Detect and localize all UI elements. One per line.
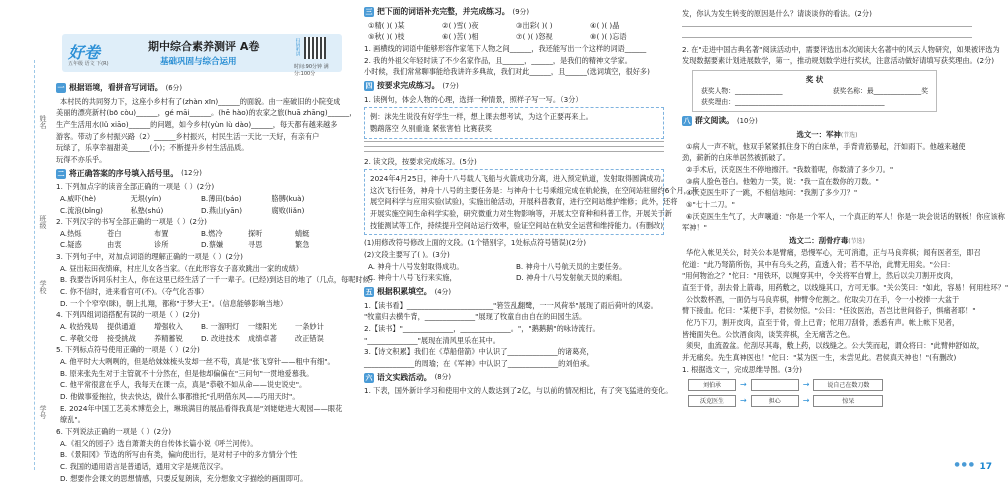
cert-row: 获奖人物：______________ 获奖名称：最______________奖 (701, 87, 928, 96)
q2-options: A.热烁 苍白 布置 B.燃冷 探听 蜻蜓 (60, 228, 310, 238)
answer-line (364, 151, 664, 152)
arrow-right-icon: → (740, 380, 747, 390)
sub-options: C. 神舟十八号飞行来实施， D. 神舟十八号发射航天员的乘组。 (368, 273, 627, 283)
passage-line: 这次飞行任务，神舟十八号的主要任务是：与神舟十七号乘组完成在轨轮换，在空间站驻留约6个月，开 (370, 185, 699, 195)
mindmap-box: 惊呆 (813, 395, 883, 407)
sub-options: A. 神舟十八号发射取得成功。 B. 神舟十八号航天员的主要任务。 (368, 261, 627, 271)
arrow-right-icon: → (802, 380, 810, 390)
p2-line: 直至于骨，刮去骨上箭毒，用药敷之，以线缝其口，方可无事。"关公笑曰："如此，容易！何用柱环？" (682, 282, 1008, 292)
story2-title: 选文二：刮骨疗毒(节选) (789, 235, 865, 245)
p2-line: 臂下接血。佗曰："某便下手，君侯勿惊。"公曰："任汝医治，吾岂比世间俗子，惧痛者耶！" (682, 306, 976, 316)
q1-options: A.威吓(hè) 无垠(yín) B.薄田(báo) 胳膊(kuà) (60, 193, 305, 203)
q3-option: B. 我要告诉同乐村主人，你在这里已经生活了一千一辈子。(已经)到达目的地了（几点，每呢时候） (60, 275, 377, 285)
exam-title: 期中综合素养测评 A卷 (148, 40, 260, 53)
p2-line: 佗道："此乃弩箭所伤，其中有乌头之药，直透入骨；若不早治，此臂无用矣。"公曰： (682, 259, 955, 269)
margin-class: 班级 (39, 215, 47, 229)
p1-line: ②手术后，沃克医生不停地擦汗。"我数着呢，你数清了多少刀。" (686, 165, 894, 175)
q6-option: B.《景阳冈》节选的所写由有类，偏向使出行，是对村子中的多方情分个性 (60, 450, 298, 460)
arrow-right-icon: → (740, 396, 747, 406)
answer-line (364, 141, 664, 142)
s5-item: "______________"展现在清风里乐在其中。 (364, 335, 500, 345)
mindmap-box: 说自己在数刀数 (813, 379, 883, 391)
section-8: 八 群文阅读。 (10分) (683, 116, 758, 126)
s1-line: 生产生活用水(lǔ xiāo)______的问题，如今乡村(yùn lù dào)______，每天都有越来越多 (56, 119, 338, 129)
p2-line: 公饮数杯酒，一面仍与马良弈棋，伸臂令佗割之。佗取尖刀在手，令一小校捧一大盆于 (686, 294, 960, 304)
answer-line (682, 37, 972, 38)
q1-stem: 1. 下列加点字的读音全部正确的一项是（ ）(2分) (56, 182, 215, 192)
s5-item: ______________的周瑜；在《军神》中认识了______________的刘伯承。 (364, 358, 595, 368)
sub-question: (1)用修改符号修改上面的文段。(1个错别字，1处标点符号错误)(2分) (364, 238, 586, 248)
p2-line: 佗乃下刀，割开皮肉，直至于骨，骨上已青；佗用刀刮骨，悉悉有声。帐上帐下见者， (686, 317, 960, 327)
s5-item: "牧童归去横牛背，______________"展现了牧童自由自在的田园生活。 (364, 312, 587, 322)
left-page (0, 0, 377, 483)
passage-line: 技能测试等工作，持续提升空间站运行效率，验证空间站在轨安全运营和维持能力。(有删改) (370, 220, 664, 230)
s4-item: 1. 读例句，体会人物的心理，选择一种情景，照样子写一写。（3分） (364, 94, 583, 104)
arrow-right-icon: → (802, 396, 810, 406)
mindmap-box: 担心 (751, 395, 799, 407)
p1-line: ④沃克医生吓了一跳，不相信地问："我割了多少刀？" (686, 188, 858, 198)
mindmap-row (688, 395, 972, 407)
s4-example-box (364, 107, 664, 138)
p1-line: ⑤"七十二刀。" (686, 200, 735, 209)
p1-line: 劲，薪新的白床单居然被抓破了。 (682, 153, 790, 163)
s1-line: 美丽的漂亮新村(bō còu)______，gé māi______。(hē hào)的农家之旅(huā zhāng)______， (56, 108, 357, 118)
s5-item: 1.【读书看】________________________"箬笠乱翻鹭，一一风荷举"展现了雨后荷叶的风姿。 (364, 300, 658, 310)
s5-item: 2.【读书】"______________，______________。"，"鹅鹅鹅"的咏诗流行。 (364, 324, 600, 333)
q3-stem: 3. 下列句子中，对加点词语的理解正确的一项是（ ）(2分) (56, 252, 243, 262)
q2-options: C.疑惑 由衷 诊所 D.蔡嫌 寻思 繁急 (60, 240, 310, 250)
s5-item: 3.【诗文积累】我们在《草船借箭》中认识了______________的诸葛亮， (364, 347, 594, 357)
story1-title: 选文一：军神(节选) (796, 129, 858, 139)
p2-line: 须臾，血流盈盆。佗刮尽其毒，敷上药，以线缝之。公大笑而起，谓众将曰："此臂伸舒如故， (686, 341, 984, 351)
page-dots-icon: ● ● ● (954, 461, 974, 468)
middle-column (364, 4, 699, 397)
p1-line: ①病人一声不吭，他双手紧紧抓住身下的白床单，手背青筋暴起，汗如雨下。他越来越使 (686, 141, 966, 151)
qr-code-icon (304, 37, 326, 59)
p2-line: 华佗入帐见关公，时关公本是臂痛，恐慢军心，无可消遣，正与马良弈棋；闻有医者至，即召 (686, 247, 981, 257)
s3-item: 2. 我的外祖父年轻时读了不少名家作品，且______，______，是我们的精神文学家。 (364, 55, 632, 65)
s3-item: 小时候，我们常常聊事能给我讲许多典故，我们对此______，且______(选词填空，很好多) (364, 67, 650, 77)
brand-logo: 好卷 (68, 43, 101, 62)
margin-school: 学校 (39, 280, 47, 294)
q6-option: C. 我国的通用语言是普通话，通用文字是规范汉字。 (60, 461, 228, 471)
q5-option: A. 他平时大大咧咧的，但是给妹妹梳头发却一丝不苟，真是"张飞穿针——粗中有细"。 (60, 357, 335, 367)
section-5: 五 根据积累填空。 (4分) (365, 287, 452, 297)
section-1: 一 根据语境，看拼音写词语。 (6分) (57, 83, 182, 93)
award-certificate (692, 70, 937, 112)
cert-reason: 获奖理由：____________________________________________ (701, 98, 885, 107)
section-4: 四 按要求完成练习。 (7分) (365, 80, 459, 91)
cert-title: 奖 状 (805, 74, 824, 84)
p2-line: 并无痛矣。先生真神医也！"佗曰："某为医一生，未尝见此。君侯真天神也！"(有删改) (682, 352, 957, 362)
q5-option: E. 2024年中国工艺美术博览会上，琳琅满目的展品看得我真是"刘姥姥进大观园——眼花 (60, 403, 343, 413)
qr-label: 扫码听讲 (295, 38, 300, 56)
q3-option: A. 昼出耘田夜绩麻，村庄儿女各当家。（在此形容女子喜欢跳出一家的成绩） (60, 263, 303, 273)
right-top-line: 发，你认为发生转变的原因是什么？请谈谈你的看法。(2分) (682, 9, 872, 18)
q5-option: B. 原来张先生对于主管就不十分然在，但是他却偏偏在"三问句"一贯地爱慕我。 (60, 368, 314, 378)
passage-line: 展空间科学与应用实验(试验)，实施出舱活动，开展科普教育，进行空间站维护维修；此外，还将 (370, 197, 678, 207)
q4-options: C. 孝敬父母 接受挑战 养精蓄锐 D. 改进技术 成绩卓著 改正错误 (60, 333, 324, 343)
margin-id: 学号 (39, 405, 47, 419)
grade-tag: 五年级 语文 下(R) (68, 61, 109, 67)
mindmap-question: 1. 根据选文一，完成思维导图。(3分) (682, 364, 802, 374)
s1-line: 玩绿了，乐享幸福甜美______(小)；不断提升乡村生活品质。 (56, 143, 249, 153)
s3-words-row: ⑤秋( )( )枝 ⑥( )苦( )相 ⑦( )( )怒视 ⑧( )( )忘语 (368, 32, 627, 42)
q2-line: 发现数据要素计划进展数学，第一，推动规划数学进行奖状，注意活动做好请填写获奖理由。(2分) (682, 56, 995, 66)
q5-option: D. 他做事爱拖拉，快去快达，做什么事都推托"孔明借东风——巧用天时"。 (60, 392, 300, 401)
p2-line: 皆掩面失色。公饮酒食肉，谈笑弈棋，全无痛苦之色。 (682, 329, 855, 339)
s1-line: 玩得不亦乐乎。 (56, 154, 107, 164)
sub-question: (2)文段主要写了( )。(3分) (364, 250, 450, 260)
s4-example: 例：沫先生说没有好学生一样，想上课去想考试，为这个正要再来上。 (370, 112, 593, 122)
exam-header (62, 34, 342, 77)
s3-words-row: ①精( )( )某 ②( )雪( )夜 ③出彩( )( ) ④( )( )晶 (368, 20, 620, 30)
s4-item-2: 2. 读文段，按要求完成练习。(5分) (364, 156, 477, 166)
left-column (56, 80, 377, 484)
q5-option: 缭乱"。 (60, 415, 85, 425)
p1-line: 军神！" (682, 223, 707, 233)
mindmap-box[interactable] (751, 379, 799, 391)
q2-stem: 2. 下列汉字的书写全部正确的一项是（ ）(2分) (56, 217, 207, 227)
q1-options: C.流浪(bǐng) 私塾(shú) D.燕山(yān) 腐败(liǎn) (60, 205, 305, 215)
q3-option: D. 一个个窄窄(眯)，朝上扎翔，都称"于梦大王"。（信息能够影响当地） (60, 298, 288, 308)
q5-option: C. 他平常很意在乎人，我每天在课一点，真是"恭敬不如从命——说史说史"。 (60, 380, 307, 390)
s4-scenes: 鹦鹉落空 久别重逢 紧张害怕 比赛获奖 (370, 123, 492, 133)
q4-stem: 4. 下列四组词语搭配有误的一项是（ ）(2分) (56, 310, 200, 320)
exam-subtitle: 基础巩固与综合运用 (160, 57, 237, 67)
right-column (682, 8, 1008, 409)
passage-line: 开展实施空间生命科学实验，研究微重力对生物影响等，开展太空育种和科普工作，开展关于新 (370, 209, 672, 219)
answer-line (364, 146, 664, 147)
s3-item: 1. 画横线的词语中能够形容作家笔下人物之间______，我还能写出一个这样的词语______ (364, 43, 647, 53)
q4-options: A. 收拾残局 提供通道 增强收入 B. 一溜明灯 一缕阳光 一条妙计 (60, 322, 324, 332)
q2-line: 2. 在"走进中国古典名著"阅读活动中，需要评选出本次阅读大名著中的风云人物研究，如果被评选为 (682, 44, 1000, 54)
q5-stem: 5. 下列标点符号使用正确的一项是（ ）(2分) (56, 345, 200, 355)
s1-line: 游客。带动了乡村振兴路（2）______乡村振兴，村民生活一天比一天好，有亲有户 (56, 131, 320, 141)
answer-line (682, 26, 972, 27)
q6-option: A.《祖父的园子》选自萧萧夫的自传体长篇小说《呼兰河传》。 (60, 438, 258, 448)
q6-option: D. 想要作会课文的思想情感，只要反复朗读，充分想象文字描绘的画面即可。 (60, 473, 308, 483)
s6-item: 1. 下表，国外新计学习和使用中文的人数达到了2亿，与以前的情况相比，有了突飞猛进的变化。 (364, 386, 673, 396)
passage-line: 2024年4月25日，神舟十八号载人飞船与火箭成功分离，进入预定轨道，发射取得圆满成功。 (370, 174, 668, 184)
time-score: 时间:90分钟 满分:100分 (294, 64, 329, 77)
q6-stem: 6. 下列说法正确的一项是（ ）(2分) (56, 426, 172, 436)
mindmap-box: 刘伯承 (688, 379, 736, 391)
mindmap-box: 沃克医生 (688, 395, 736, 407)
binding-line (34, 60, 35, 470)
section-2: 二 将正确答案的序号填入括号里。 (12分) (57, 168, 202, 178)
q3-option: C. 你不信时，进来看官可(不)。（夺气化否事） (60, 287, 209, 297)
mindmap-row (688, 379, 972, 391)
section-3: 三 把下面的词语补充完整，并完成练习。 (9分) (365, 7, 529, 17)
s1-line: 本村民的共同努力下，这座小乡村有了(zhàn xīn)______的面貌。由一座破旧的小院变成 (60, 96, 341, 106)
page-number: 17 (979, 462, 992, 472)
p1-line: ③病人脸色苍白。他勉力一笑，说："我一直在数你的刀数。" (686, 176, 879, 186)
p1-line: ⑥沃克医生生气了，大声嚷道："你是一个军人，一个真正的军人！你是一块会说话的钢板！你应该称 (686, 211, 1005, 221)
section-6: 六 语文实践活动。 (8分) (365, 372, 452, 382)
margin-name: 姓名 (39, 115, 47, 129)
p2-line: "用何物治之？"佗曰："用铁环，以绳穿其中，令关将军自臂上，然后以尖刀割开皮肉， (682, 271, 958, 281)
